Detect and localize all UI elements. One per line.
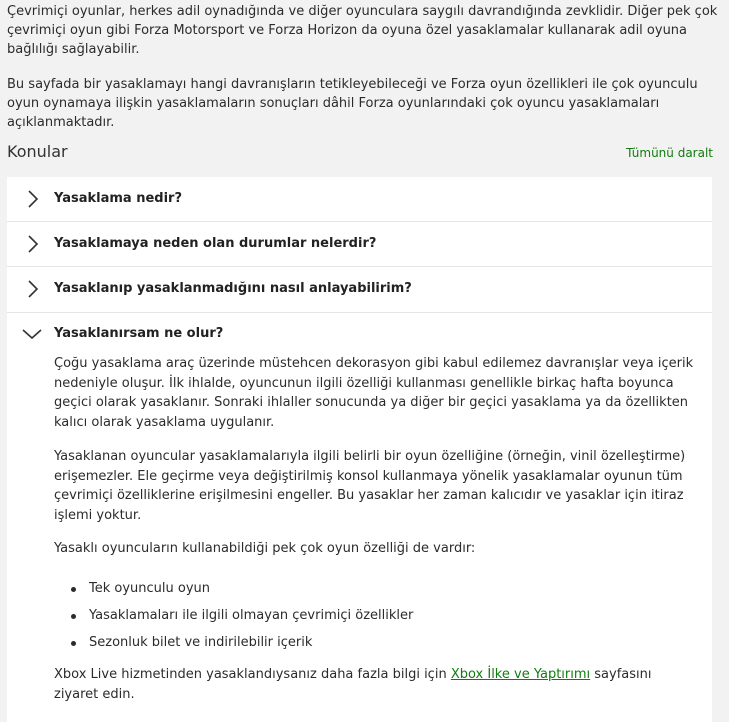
intro-paragraph-2: Bu sayfada bir yasaklamayı hangi davranışların tetikleyebileceği ve Forza oyun özellikleri ile çok oyunculu oyun oynamaya ilişkin yasaklamaların sonuçları dâhil Forza oyunlarındaki çok oyuncu yasaklamaları açıklanmaktadır. bbox=[7, 77, 698, 130]
xbox-policy-link[interactable]: Xbox İlke ve Yaptırımı bbox=[450, 667, 591, 682]
chevron-right-icon bbox=[27, 189, 39, 209]
intro-text bbox=[7, 2, 719, 148]
list-item: Tek oyunculu oyun bbox=[54, 579, 210, 599]
faq-accordion bbox=[7, 177, 712, 722]
collapse-all-link[interactable]: Tümünü daralt bbox=[626, 146, 713, 160]
accordion-label: Yasaklanırsam ne olur? bbox=[54, 326, 224, 341]
accordion-label: Yasaklama nedir? bbox=[54, 191, 183, 206]
panel-paragraph-4-end: sayfasını ziyaret edin. bbox=[54, 667, 652, 702]
topics-title: Konular bbox=[7, 142, 68, 161]
topics-header bbox=[7, 140, 713, 166]
accordion-item-how-to-know[interactable] bbox=[7, 267, 712, 313]
accordion-item-ban-causes[interactable] bbox=[7, 222, 712, 267]
panel-paragraph-4-start: Xbox Live hizmetinden yasaklandıysanız daha fazla bilgi için bbox=[54, 667, 451, 682]
accordion-label: Yasaklamaya neden olan durumlar nelerdir? bbox=[54, 236, 377, 251]
accordion-item-what-is-ban[interactable] bbox=[7, 177, 712, 222]
list-item: Sezonluk bilet ve indirilebilir içerik bbox=[54, 633, 312, 653]
list-item: Yasaklamaları ile ilgili olmayan çevrimiçi özellikler bbox=[54, 606, 413, 626]
panel-paragraph-1: Çoğu yasaklama araç üzerinde müstehcen dekorasyon gibi kabul edilemez davranışlar veya içerik nedeniyle oluşur. İlk ihlalde, oyuncunun ilgili özelliği kullanması genellikle birkaç hafta boyunca geçici olarak yasaklanır. Sonraki ihlaller sonucunda ya diğer bir geçici yasaklama ya da özellikten kalıcı olarak yasaklama uygulanır. bbox=[54, 356, 694, 430]
chevron-right-icon bbox=[27, 279, 39, 299]
chevron-down-icon bbox=[21, 328, 43, 340]
intro-paragraph-1: Çevrimiçi oyunlar, herkes adil oynadığında ve diğer oyunculara saygılı davrandığında zevklidir. Diğer pek çok çevrimiçi oyun gibi Forza Motorsport ve Forza Horizon da oyuna özel yasaklamalar kullanarak adil oyuna bağlılığı sağlayabilir. bbox=[7, 4, 718, 57]
panel-paragraph-3: Yasaklı oyuncuların kullanabildiği pek çok oyun özelliği de vardır: bbox=[54, 541, 476, 556]
accordion-label: Yasaklanıp yasaklanmadığını nasıl anlayabilirim? bbox=[54, 281, 412, 296]
accordion-item-what-happens[interactable] bbox=[7, 313, 712, 353]
panel-paragraph-4 bbox=[54, 665, 694, 704]
chevron-right-icon bbox=[27, 234, 39, 254]
panel-paragraph-2: Yasaklanan oyuncular yasaklamalarıyla ilgili belirli bir oyun özelliğine (örneğin, vinil özelleştirme) erişemezler. Ele geçirme veya değiştirilmiş konsol kullanmaya yönelik yasaklamalar oyunun tüm çevrimiçi özelliklerine erişilmesini engeller. Bu yasaklar her zaman kalıcıdır ve yasaklar için itiraz işlemi yoktur. bbox=[54, 449, 686, 523]
